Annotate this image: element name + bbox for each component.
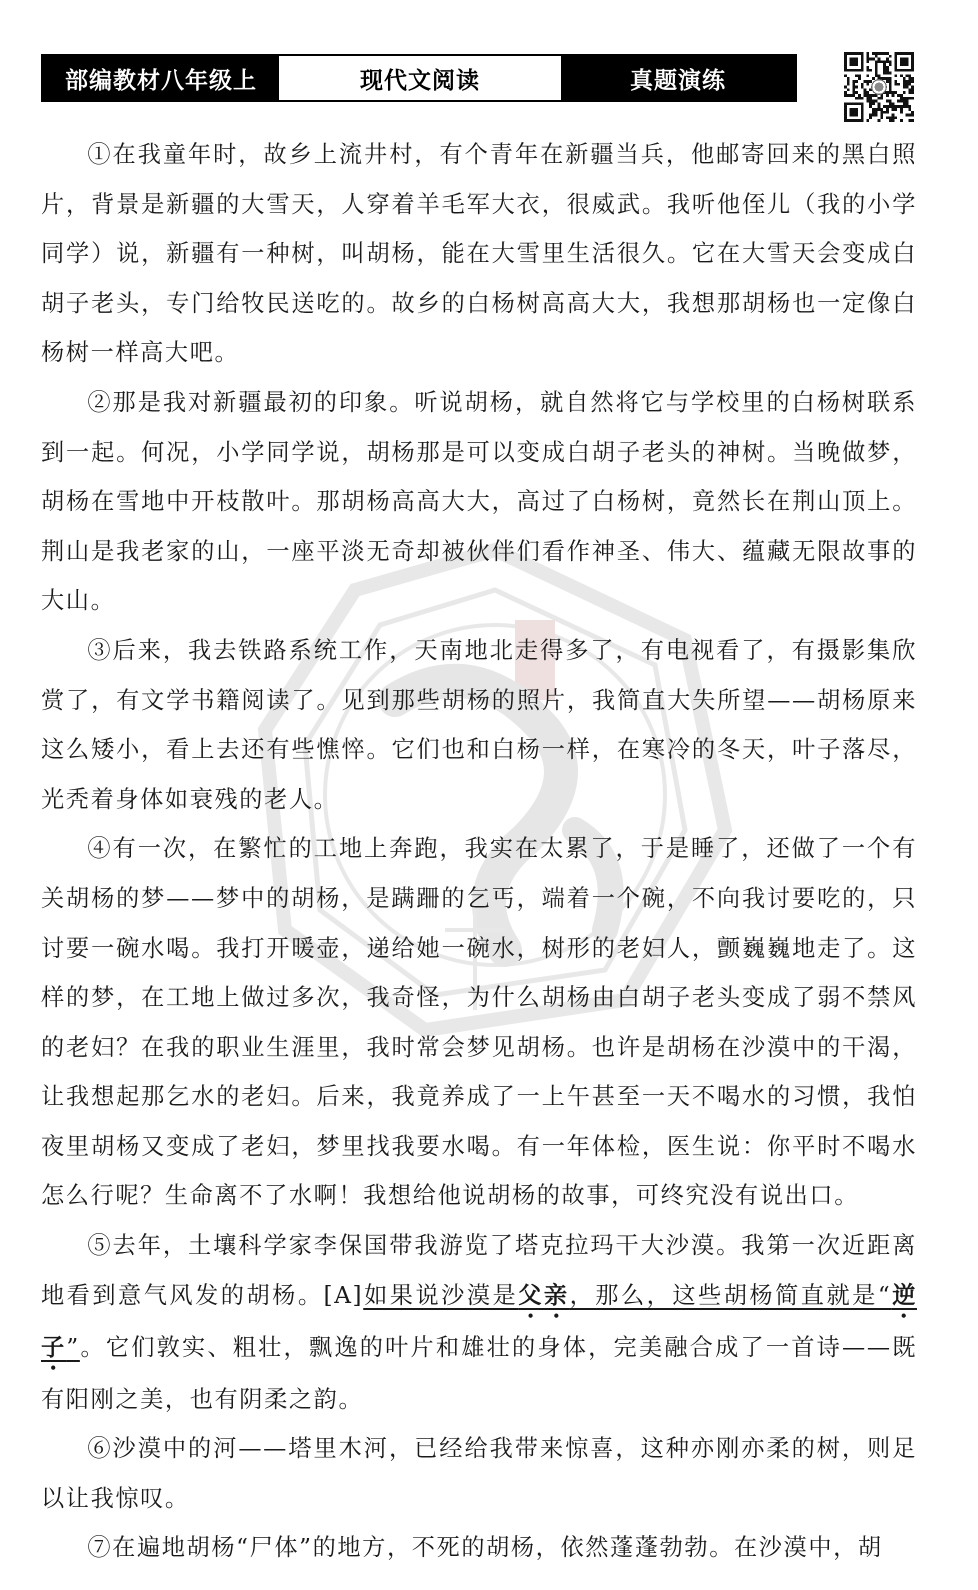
header-section-label: 现代文阅读 (279, 56, 561, 100)
header-grade-label: 部编教材八年级上 (43, 56, 279, 100)
paragraph-5-lead: ⑤去年，土壤科学家李保国带我游览了塔克拉玛干大沙漠。我第一次近距离地看到意气风发的胡杨。[A] (41, 1232, 917, 1309)
paragraph-1: ①在我童年时，故乡上流井村，有个青年在新疆当兵，他邮寄回来的黑白照片，背景是新疆的大雪天，人穿着羊毛军大衣，很威武。我听他侄儿（我的小学同学）说，新疆有一种树，叫胡杨，能在大雪里生活很久。它在大雪天会变成白胡子老头，专门给牧民送吃的。故乡的白杨树高高大大，我想那胡杨也一定像白杨树一样高大吧。 (41, 141, 917, 367)
emphasis-father: 父亲 (518, 1281, 570, 1309)
paragraph-2: ②那是我对新疆最初的印象。听说胡杨，就自然将它与学校里的白杨树联系到一起。何况，小学同学说，胡杨那是可以变成白胡子老头的神树。当晚做梦，胡杨在雪地中开枝散叶。那胡杨高高大大，高过了白杨树，竟然长在荆山顶上。荆山是我老家的山，一座平淡无奇却被伙伴们看作神圣、伟大、蕴藏无限故事的大山。 (41, 388, 917, 615)
paragraph-5 (41, 1221, 917, 1424)
qr-code-icon (844, 52, 914, 122)
paragraph-6: ⑥沙漠中的河——塔里木河，已经给我带来惊喜，这种亦刚亦柔的树，则足以让我惊叹。 (41, 1435, 917, 1512)
article-body (41, 130, 917, 1590)
header-bar (41, 54, 797, 102)
header-practice-label: 真题演练 (561, 56, 795, 100)
paragraph-5-tail: 。它们敦实、粗壮，飘逸的叶片和雄壮的身体，完美融合成了一首诗——既有阳刚之美，也有阴柔之韵。 (41, 1333, 917, 1413)
paragraph-3: ③后来，我去铁路系统工作，天南地北走得多了，有电视看了，有摄影集欣赏了，有文学书籍阅读了。见到那些胡杨的照片，我简直大失所望——胡杨原来这么矮小，看上去还有些憔悴。它们也和白杨一样，在寒冷的冬天，叶子落尽，光秃着身体如衰残的老人。 (41, 636, 917, 813)
underlined-part-1: 如果说沙漠是 (363, 1281, 519, 1309)
emphasis-rebel-son: 逆子 (41, 1281, 917, 1361)
paragraph-7: ⑦在遍地胡杨“尸体”的地方，不死的胡杨，依然蓬蓬勃勃。在沙漠中，胡 (87, 1534, 883, 1562)
paragraph-4: ④有一次，在繁忙的工地上奔跑，我实在太累了，于是睡了，还做了一个有关胡杨的梦——梦中的胡杨，是蹒跚的乞丐，端着一个碗，不向我讨要吃的，只讨要一碗水喝。我打开暖壶，递给她一碗水，树形的老妇人，颤巍巍地走了。这样的梦，在工地上做过多次，我奇怪，为什么胡杨由白胡子老头变成了弱不禁风的老妇？在我的职业生涯里，我时常会梦见胡杨。也许是胡杨在沙漠中的干渴，让我想起那乞水的老妇。后来，我竟养成了一上午甚至一天不喝水的习惯，我怕夜里胡杨又变成了老妇，梦里找我要水喝。有一年体检，医生说：你平时不喝水怎么行呢？生命离不了水啊！我想给他说胡杨的故事，可终究没有说出口。 (41, 835, 917, 1210)
underlined-part-3: ” (66, 1333, 80, 1361)
underlined-part-2: ，那么，这些胡杨简直就是“ (569, 1281, 892, 1309)
